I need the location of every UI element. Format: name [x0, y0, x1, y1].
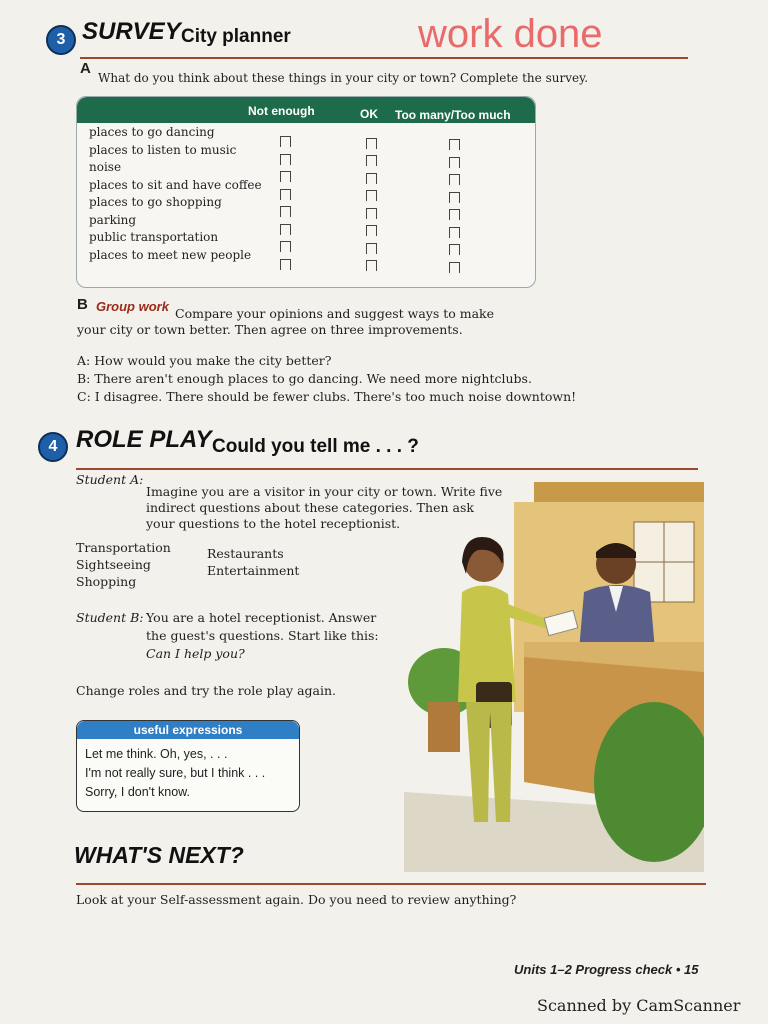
column-ok: OK — [360, 107, 378, 121]
survey-row-label: places to go dancing — [89, 125, 215, 139]
student-a-line-1: Imagine you are a visitor in your city or town. Write five — [146, 484, 503, 499]
checkbox-ok[interactable] — [366, 173, 377, 184]
checkbox-too-many[interactable] — [449, 244, 460, 255]
scanner-watermark: Scanned by CamScanner — [537, 996, 741, 1015]
section-3-rule — [80, 57, 688, 59]
useful-expressions-header: useful expressions — [77, 721, 299, 739]
survey-row-label: public transportation — [89, 230, 219, 244]
checkbox-not-enough[interactable] — [280, 241, 291, 252]
checkbox-too-many[interactable] — [449, 262, 460, 273]
survey-row-label: parking — [89, 212, 137, 227]
checkbox-ok[interactable] — [366, 260, 377, 271]
page-label: Units 1–2 Progress check • 15 — [514, 962, 699, 977]
whats-next-text: Look at your Self-assessment again. Do you need to review anything? — [76, 892, 517, 907]
student-a-label: Student A: — [76, 472, 144, 487]
student-b-line-2: the guest's questions. Start like this: — [146, 628, 379, 643]
category-shopping: Shopping — [76, 574, 137, 589]
checkbox-too-many[interactable] — [449, 157, 460, 168]
student-b-label: Student B: — [76, 610, 144, 625]
checkbox-ok[interactable] — [366, 243, 377, 254]
hotel-reception-illustration — [404, 482, 704, 872]
useful-line-3: Sorry, I don't know. — [85, 785, 190, 799]
useful-expressions-box — [76, 720, 300, 812]
student-b-quote: Can I help you? — [146, 646, 245, 661]
checkbox-too-many[interactable] — [449, 209, 460, 220]
column-too-many: Too many/Too much — [395, 108, 511, 122]
checkbox-not-enough[interactable] — [280, 171, 291, 182]
checkbox-too-many[interactable] — [449, 227, 460, 238]
checkbox-ok[interactable] — [366, 208, 377, 219]
section-3-subtitle: City planner — [181, 26, 291, 47]
checkbox-ok[interactable] — [366, 225, 377, 236]
category-sightseeing: Sightseeing — [76, 557, 151, 572]
dialog-line-b: B: There aren't enough places to go dancing. We need more nightclubs. — [77, 371, 532, 386]
survey-table-header — [77, 97, 535, 123]
category-restaurants: Restaurants — [207, 546, 284, 561]
dialog-line-c: C: I disagree. There should be fewer clubs. There's too much noise downtown! — [77, 389, 577, 404]
useful-line-1: Let me think. Oh, yes, . . . — [85, 747, 228, 761]
checkbox-too-many[interactable] — [449, 174, 460, 185]
whats-next-title: WHAT'S NEXT? — [74, 842, 244, 868]
section-4-number-badge: 4 — [38, 432, 68, 462]
student-a-line-2: indirect questions about these categories. Then ask — [146, 500, 474, 515]
survey-row-label: places to listen to music — [89, 142, 237, 157]
work-done-stamp: work done — [418, 12, 603, 56]
column-not-enough: Not enough — [248, 104, 315, 118]
checkbox-not-enough[interactable] — [280, 259, 291, 270]
checkbox-not-enough[interactable] — [280, 136, 291, 147]
checkbox-not-enough[interactable] — [280, 224, 291, 235]
useful-line-2: I'm not really sure, but I think . . . — [85, 766, 266, 780]
student-b-line-1: You are a hotel receptionist. Answer — [146, 610, 377, 625]
section-4-rule — [76, 468, 698, 470]
survey-row-label: places to meet new people — [89, 247, 252, 262]
checkbox-ok[interactable] — [366, 138, 377, 149]
section-3-number-badge: 3 — [46, 25, 76, 55]
checkbox-too-many[interactable] — [449, 192, 460, 203]
section-3-title: SURVEY — [82, 18, 181, 45]
part-a-instruction: What do you think about these things in your city or town? Complete the survey. — [98, 71, 589, 85]
ceiling-beam — [534, 482, 704, 502]
part-b-line-2: your city or town better. Then agree on three improvements. — [77, 322, 463, 337]
checkbox-not-enough[interactable] — [280, 189, 291, 200]
survey-row-label: noise — [89, 160, 122, 174]
change-roles-text: Change roles and try the role play again. — [76, 683, 337, 698]
checkbox-too-many[interactable] — [449, 139, 460, 150]
dialog-line-a: A: How would you make the city better? — [77, 353, 332, 368]
student-a-line-3: your questions to the hotel receptionist. — [146, 516, 401, 531]
checkbox-not-enough[interactable] — [280, 206, 291, 217]
category-transportation: Transportation — [76, 540, 171, 555]
part-b-line-1: Compare your opinions and suggest ways to make — [175, 306, 495, 321]
section-4-subtitle: Could you tell me . . . ? — [212, 436, 419, 457]
part-b-letter: B — [77, 296, 88, 313]
checkbox-not-enough[interactable] — [280, 154, 291, 165]
category-entertainment: Entertainment — [207, 563, 300, 578]
section-4-title: ROLE PLAY — [76, 426, 212, 453]
survey-row-label: places to go shopping — [89, 195, 222, 209]
survey-row-label: places to sit and have coffee — [89, 177, 262, 192]
plant-pot — [428, 702, 460, 752]
part-a-letter: A — [80, 60, 91, 77]
whats-next-rule — [76, 883, 706, 885]
checkbox-ok[interactable] — [366, 190, 377, 201]
checkbox-ok[interactable] — [366, 155, 377, 166]
group-work-label: Group work — [96, 299, 169, 314]
